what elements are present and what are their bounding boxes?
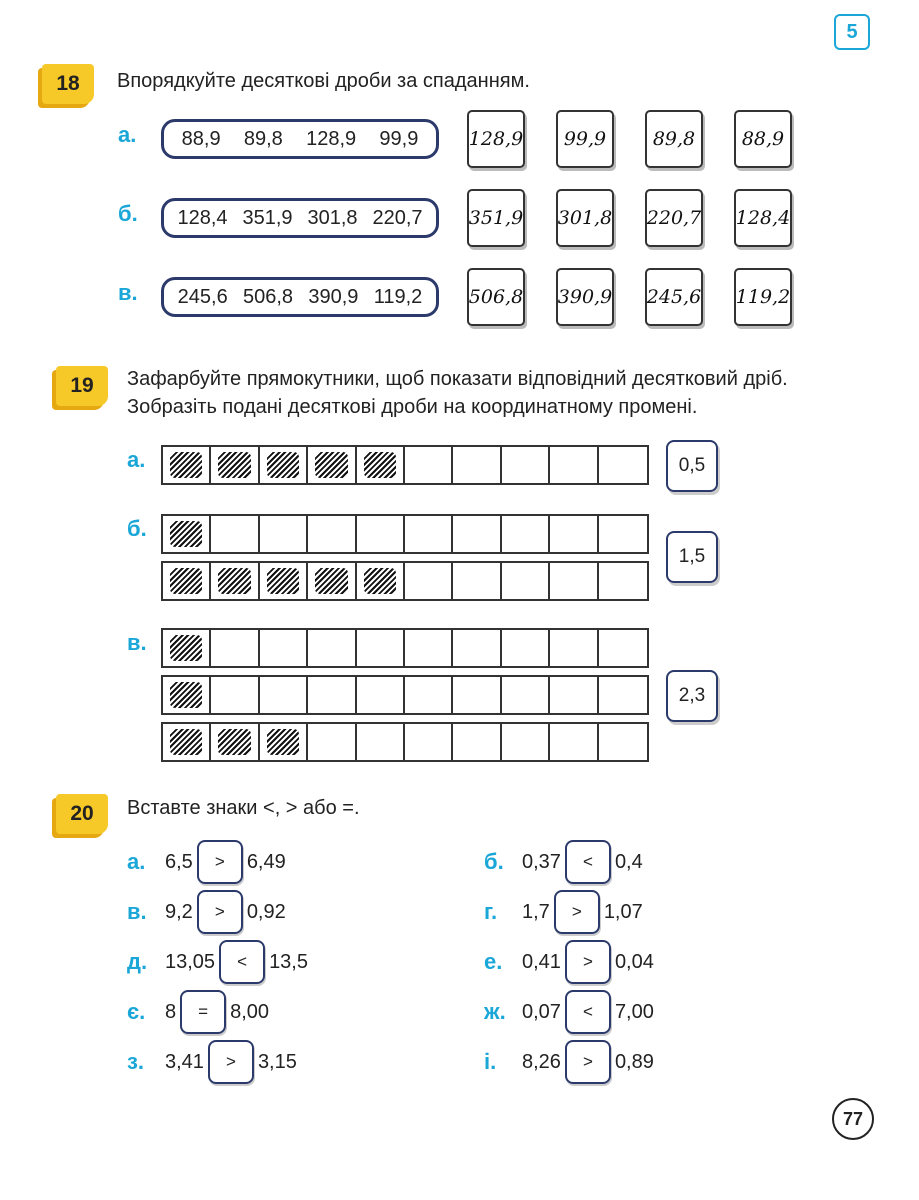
empty-cell[interactable] [405,516,453,552]
answer-box[interactable]: 220,7 [645,189,703,247]
empty-cell[interactable] [599,563,647,599]
empty-cell[interactable] [550,516,598,552]
empty-cell[interactable] [550,677,598,713]
item-letter: а. [127,849,146,874]
item-letter: е. [484,949,503,974]
empty-cell[interactable] [211,630,259,666]
empty-cell[interactable] [405,447,453,483]
empty-cell[interactable] [357,516,405,552]
item-letter: в. [127,899,147,924]
decimal-strip [161,561,649,601]
right-number: 13,5 [269,950,308,973]
answer-box[interactable]: 351,9 [467,189,525,247]
left-number: 0,41 [522,950,561,973]
sequence-number: 390,9 [308,285,359,308]
empty-cell[interactable] [453,516,501,552]
answer-box[interactable]: 128,9 [467,110,525,168]
comparison-item [127,890,286,934]
empty-cell[interactable] [453,724,501,760]
shaded-cell[interactable] [163,724,211,760]
exercise-20-instruction: Вставте знаки <, > або =. [127,797,360,819]
left-number: 8 [165,1000,177,1023]
empty-cell[interactable] [599,724,647,760]
right-number: 1,07 [603,900,643,923]
left-number: 13,05 [165,950,216,973]
shaded-cell[interactable] [357,447,405,483]
empty-cell[interactable] [357,724,405,760]
empty-cell[interactable] [550,724,598,760]
empty-cell[interactable] [453,447,501,483]
page-badge: 5 [834,14,870,50]
sign-box[interactable]: > [554,890,600,934]
shaded-cell[interactable] [357,563,405,599]
answer-box[interactable]: 88,9 [734,110,792,168]
left-number: 3,41 [165,1050,204,1073]
comparison-item [127,940,308,984]
shaded-cell[interactable] [308,563,356,599]
answer-box[interactable]: 99,9 [556,110,614,168]
empty-cell[interactable] [405,563,453,599]
row-letter: а. [118,122,137,147]
sequence-number: 351,9 [242,206,293,229]
sign-box[interactable]: > [565,1040,611,1084]
sequence-number: 119,2 [373,285,423,308]
empty-cell[interactable] [211,677,259,713]
empty-cell[interactable] [308,630,356,666]
sign-box[interactable]: < [219,940,265,984]
item-letter: і. [484,1049,497,1074]
right-number: 6,49 [246,850,286,873]
empty-cell[interactable] [308,724,356,760]
sign-box[interactable]: = [180,990,226,1034]
answer-box[interactable]: 119,2 [734,268,792,326]
decimal-strip [161,675,649,715]
left-number: 6,5 [165,850,193,873]
right-number: 0,89 [614,1050,654,1073]
comparison-item [127,840,286,884]
exercise-19-instruction-line1: Зафарбуйте прямокутники, щоб показати відповідний десятковий дріб. [127,368,788,390]
empty-cell[interactable] [502,630,550,666]
shaded-cell[interactable] [163,677,211,713]
empty-cell[interactable] [599,677,647,713]
answer-box[interactable]: 390,9 [556,268,614,326]
sequence-number: 128,4 [177,206,228,229]
number-sequence [161,277,439,317]
item-letter: б. [484,849,504,874]
sequence-number: 88,9 [181,127,221,150]
decimal-strip [161,445,649,485]
left-number: 8,26 [522,1050,561,1073]
item-letter: є. [127,999,146,1024]
empty-cell[interactable] [502,447,550,483]
empty-cell[interactable] [405,724,453,760]
empty-cell[interactable] [453,563,501,599]
exercise-18-number: 18 [42,64,94,104]
item-letter: з. [127,1049,145,1074]
decimal-strip [161,514,649,554]
page-number: 77 [832,1098,874,1140]
group-letter: б. [127,516,147,541]
sequence-number: 220,7 [372,206,423,229]
empty-cell[interactable] [260,630,308,666]
empty-cell[interactable] [599,630,647,666]
shaded-cell[interactable] [260,563,308,599]
right-number: 0,92 [246,900,286,923]
answer-box[interactable]: 245,6 [645,268,703,326]
right-number: 8,00 [230,1000,270,1023]
row-letter: б. [118,201,138,226]
answer-box[interactable]: 128,4 [734,189,792,247]
empty-cell[interactable] [599,516,647,552]
shaded-cell[interactable] [211,563,259,599]
sequence-number: 245,6 [177,285,228,308]
empty-cell[interactable] [405,677,453,713]
shaded-cell[interactable] [211,724,259,760]
sequence-number: 89,8 [243,127,283,150]
comparison-item [127,990,269,1034]
exercise-19-instruction-line2: Зобразіть подані десяткові дроби на координатному промені. [127,396,698,418]
shaded-cell[interactable] [260,724,308,760]
group-letter: в. [127,630,147,655]
left-number: 9,2 [165,900,193,923]
right-number: 3,15 [257,1050,297,1073]
empty-cell[interactable] [599,447,647,483]
empty-cell[interactable] [308,516,356,552]
shaded-cell[interactable] [163,630,211,666]
comparison-item [484,940,654,984]
empty-cell[interactable] [308,677,356,713]
empty-cell[interactable] [502,724,550,760]
empty-cell[interactable] [550,447,598,483]
empty-cell[interactable] [260,677,308,713]
decimal-value-box: 1,5 [666,531,718,583]
right-number: 0,04 [614,950,654,973]
decimal-value-box: 2,3 [666,670,718,722]
shaded-cell[interactable] [260,447,308,483]
empty-cell[interactable] [550,563,598,599]
shaded-cell[interactable] [211,447,259,483]
shaded-cell[interactable] [308,447,356,483]
shaded-cell[interactable] [163,563,211,599]
exercise-20-number: 20 [56,794,108,834]
comparison-item [484,990,654,1034]
group-letter: а. [127,447,146,472]
exercise-18-instruction: Впорядкуйте десяткові дроби за спаданням. [117,70,530,92]
shaded-cell[interactable] [163,516,211,552]
right-number: 0,4 [614,850,643,873]
sign-box[interactable]: > [208,1040,254,1084]
empty-cell[interactable] [453,630,501,666]
item-letter: д. [127,949,148,974]
row-letter: в. [118,280,138,305]
item-letter: ж. [484,999,506,1024]
left-number: 1,7 [522,900,550,923]
sequence-number: 128,9 [306,127,357,150]
sign-box[interactable]: < [565,840,611,884]
answer-box[interactable]: 506,8 [467,268,525,326]
decimal-value-box: 0,5 [666,440,718,492]
sign-box[interactable]: > [565,940,611,984]
left-number: 0,37 [522,850,561,873]
comparison-item [484,890,643,934]
number-sequence [161,198,439,238]
decimal-strip [161,628,649,668]
left-number: 0,07 [522,1000,561,1023]
empty-cell[interactable] [357,630,405,666]
comparison-item [484,1040,654,1084]
number-sequence [161,119,439,159]
empty-cell[interactable] [550,630,598,666]
sequence-number: 506,8 [243,285,294,308]
exercise-19-number: 19 [56,366,108,406]
sign-box[interactable]: > [197,890,243,934]
empty-cell[interactable] [357,677,405,713]
sign-box[interactable]: > [197,840,243,884]
comparison-item [127,1040,297,1084]
sign-box[interactable]: < [565,990,611,1034]
empty-cell[interactable] [502,563,550,599]
answer-box[interactable]: 89,8 [645,110,703,168]
shaded-cell[interactable] [163,447,211,483]
empty-cell[interactable] [453,677,501,713]
empty-cell[interactable] [405,630,453,666]
comparison-item [484,840,643,884]
decimal-strip [161,722,649,762]
empty-cell[interactable] [502,516,550,552]
empty-cell[interactable] [260,516,308,552]
sequence-number: 301,8 [307,206,358,229]
answer-box[interactable]: 301,8 [556,189,614,247]
right-number: 7,00 [614,1000,654,1023]
item-letter: г. [484,899,498,924]
empty-cell[interactable] [211,516,259,552]
sequence-number: 99,9 [379,127,419,150]
empty-cell[interactable] [502,677,550,713]
